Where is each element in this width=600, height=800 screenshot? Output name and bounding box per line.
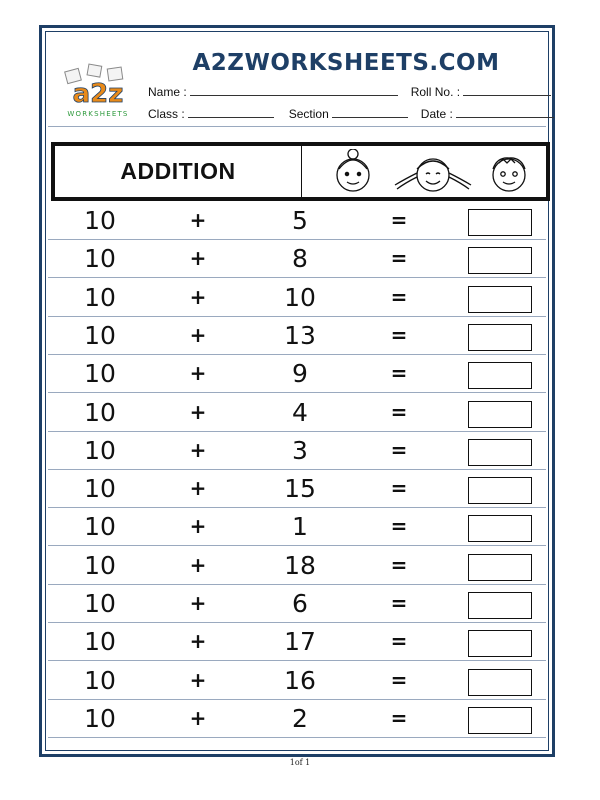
equals-sign: = xyxy=(390,246,408,271)
problem-row xyxy=(48,394,546,432)
girl-face-icon xyxy=(337,149,369,191)
answer-box[interactable] xyxy=(468,630,532,657)
second-addend: 1 xyxy=(292,512,308,542)
first-addend: 10 xyxy=(84,512,116,542)
problem-row xyxy=(48,547,546,585)
problem-row xyxy=(48,585,546,623)
boy-face-icon xyxy=(493,158,525,191)
answer-box[interactable] xyxy=(468,286,532,313)
problem-row xyxy=(48,432,546,470)
equals-sign: = xyxy=(390,361,408,386)
roll-label: Roll No. : xyxy=(410,85,461,99)
plus-sign: + xyxy=(189,552,207,577)
site-title: A2ZWORKSHEETS.COM xyxy=(192,50,500,76)
class-blank[interactable] xyxy=(188,106,274,118)
first-addend: 10 xyxy=(84,627,116,657)
class-label: Class : xyxy=(148,107,185,121)
name-roll-row xyxy=(148,84,551,99)
equals-sign: = xyxy=(390,514,408,539)
plus-sign: + xyxy=(189,399,207,424)
first-addend: 10 xyxy=(84,244,116,274)
answer-box[interactable] xyxy=(468,439,532,466)
second-addend: 17 xyxy=(284,627,316,657)
second-addend: 13 xyxy=(284,320,316,350)
problem-row xyxy=(48,470,546,508)
second-addend: 2 xyxy=(292,703,308,733)
equals-sign: = xyxy=(390,437,408,462)
first-addend: 10 xyxy=(84,397,116,427)
answer-box[interactable] xyxy=(468,247,532,274)
equals-sign: = xyxy=(390,284,408,309)
problem-row xyxy=(48,317,546,355)
logo-subtext: WORKSHEETS xyxy=(67,110,129,118)
equals-sign: = xyxy=(390,629,408,654)
answer-box[interactable] xyxy=(468,554,532,581)
first-addend: 10 xyxy=(84,550,116,580)
first-addend: 10 xyxy=(84,435,116,465)
logo-text: a2z xyxy=(72,79,124,109)
problem-row xyxy=(48,202,546,240)
first-addend: 10 xyxy=(84,474,116,504)
name-blank[interactable] xyxy=(190,84,398,96)
plus-sign: + xyxy=(189,208,207,232)
problem-row xyxy=(48,508,546,546)
plus-sign: + xyxy=(189,667,207,692)
pigtail-girl-face-icon xyxy=(395,159,471,191)
answer-box[interactable] xyxy=(468,362,532,389)
answer-box[interactable] xyxy=(468,477,532,504)
first-addend: 10 xyxy=(84,359,116,389)
roll-blank[interactable] xyxy=(463,84,551,96)
class-section-date-row xyxy=(148,106,554,121)
second-addend: 8 xyxy=(292,244,308,274)
date-blank[interactable] xyxy=(456,106,554,118)
worksheet-header xyxy=(51,142,550,201)
first-addend: 10 xyxy=(84,703,116,733)
equals-sign: = xyxy=(390,208,408,232)
first-addend: 10 xyxy=(84,206,116,235)
second-addend: 4 xyxy=(292,397,308,427)
plus-sign: + xyxy=(189,591,207,615)
second-addend: 16 xyxy=(284,665,316,695)
header-rule xyxy=(48,126,546,127)
second-addend: 5 xyxy=(292,206,308,235)
first-addend: 10 xyxy=(84,320,116,350)
plus-sign: + xyxy=(189,437,207,462)
problem-row xyxy=(48,700,546,738)
answer-box[interactable] xyxy=(468,401,532,428)
plus-sign: + xyxy=(189,284,207,309)
date-label: Date : xyxy=(420,107,453,121)
second-addend: 9 xyxy=(292,359,308,389)
first-addend: 10 xyxy=(84,589,116,618)
plus-sign: + xyxy=(189,361,207,386)
problem-row xyxy=(48,279,546,317)
section-label: Section xyxy=(288,107,329,121)
worksheet-title: ADDITION xyxy=(120,158,236,184)
plus-sign: + xyxy=(189,322,207,347)
second-addend: 3 xyxy=(292,435,308,465)
second-addend: 15 xyxy=(284,474,316,504)
equals-sign: = xyxy=(390,667,408,692)
section-blank[interactable] xyxy=(332,106,408,118)
plus-sign: + xyxy=(189,514,207,539)
a2z-logo xyxy=(58,62,138,122)
plus-sign: + xyxy=(189,476,207,501)
first-addend: 10 xyxy=(84,665,116,695)
problem-row xyxy=(48,662,546,700)
header-divider xyxy=(301,146,302,197)
equals-sign: = xyxy=(390,552,408,577)
problem-row xyxy=(48,623,546,661)
second-addend: 10 xyxy=(284,282,316,312)
name-label: Name : xyxy=(148,85,187,99)
equals-sign: = xyxy=(390,591,408,615)
equals-sign: = xyxy=(390,705,408,730)
problem-row xyxy=(48,240,546,278)
equals-sign: = xyxy=(390,476,408,501)
problem-row xyxy=(48,355,546,393)
answer-box[interactable] xyxy=(468,592,532,619)
answer-box[interactable] xyxy=(468,669,532,696)
row-divider xyxy=(48,737,546,738)
plus-sign: + xyxy=(189,246,207,271)
plus-sign: + xyxy=(189,629,207,654)
page-number: 1of 1 xyxy=(289,758,311,767)
plus-sign: + xyxy=(189,705,207,730)
equals-sign: = xyxy=(390,399,408,424)
first-addend: 10 xyxy=(84,282,116,312)
answer-box[interactable] xyxy=(468,515,532,542)
answer-box[interactable] xyxy=(468,707,532,734)
second-addend: 6 xyxy=(292,589,308,618)
equals-sign: = xyxy=(390,322,408,347)
answer-box[interactable] xyxy=(468,324,532,351)
answer-box[interactable] xyxy=(468,209,532,236)
kids-faces-illustration xyxy=(329,149,541,195)
second-addend: 18 xyxy=(284,550,316,580)
